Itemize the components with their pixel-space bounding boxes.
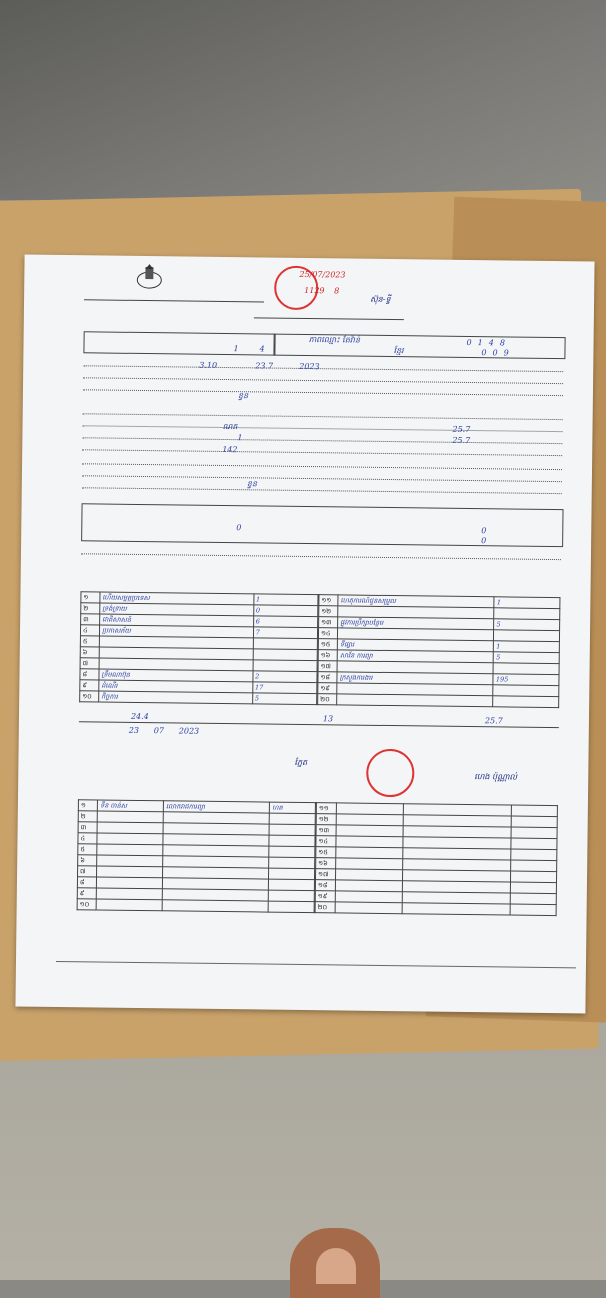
table-cell-val [494,608,560,620]
table-cell-no: ១៣ [319,617,338,628]
table-cell-no: ១៦ [318,650,337,661]
table-cell-name [97,822,163,834]
table-cell-desc: ក្រសួងការងារ [337,672,493,685]
table-cell-sig [269,868,315,880]
table-right [317,594,560,708]
table-cell-val [493,685,559,697]
bottom-rule [56,961,576,968]
table-cell-val: 1 [253,594,317,606]
table-cell-no: ១៧ [318,661,337,672]
table-cell-no: ៨ [80,669,99,680]
table-cell-val [253,638,317,650]
table-cell-no: ១៥ [316,847,336,858]
val-g: ខ្វន [246,479,258,489]
stamp-suffix: 8 [334,286,340,296]
stamp-date: 25/07/2023 [299,269,346,280]
table-cell-no: ១៩ [318,683,337,694]
date-year: 2023 [178,726,200,736]
row-line [83,424,563,435]
table-cell-no: ១១ [319,595,338,606]
row-line [83,377,563,384]
date-day: 23 [128,725,140,735]
table-cell-no: ១៣ [316,825,336,836]
mid-signature: ភ្នែត [294,757,308,768]
table-cell-desc: ទីផ្សារ [337,639,493,652]
table-cell-val: 6 [253,616,317,628]
table-row [315,902,556,916]
table-cell-no: ១៤ [316,836,336,847]
bottom-table-right [315,802,558,916]
table-cell-sig [510,860,556,872]
official-stamp [366,749,415,798]
field1-a: 1 [233,344,239,354]
table-cell-name [97,811,163,823]
table-cell-no: ៦ [78,855,97,866]
table-cell-desc [402,903,510,915]
row-line [83,413,563,420]
table-cell-desc: លោករាជការព្យា [163,801,269,813]
table-cell-no: ៤ [80,625,99,636]
footer-a: 24.4 [130,711,149,722]
zero-c: 0 [481,536,487,546]
table-cell-sig [269,890,315,902]
val-f: ខ្វន [237,391,249,401]
code-digits-a: 0148 [466,337,512,348]
table-cell-no: ១ [81,592,100,603]
table-cell-desc: ដំណើរ [99,680,253,693]
floor-shadow [0,0,606,200]
table-cell-name [335,891,402,903]
table-cell-val: 5 [252,693,316,705]
table-cell-no: ៩ [77,888,96,899]
table-cell-desc: ផ្លូវការប្រឹក្សាបន្ថែម [338,617,494,630]
table-row [80,691,317,705]
val-a: ណត [222,421,238,432]
table-cell-no: ២ [78,811,97,822]
table-cell-no: ៣ [78,822,97,833]
table-cell-no: ៧ [78,866,97,877]
table-cell-sig [269,857,315,869]
table-cell-name [335,880,402,892]
table-cell-val: 5 [494,619,560,631]
bottom-table-left [77,799,316,913]
table-cell-desc: ទ្រង់ទ្រាយ [100,603,254,616]
table-cell-name: ទីន ចាន់ស [98,800,164,812]
table-cell-sig [511,805,557,817]
table-cell-name [96,899,162,911]
table-cell-desc: ជាតិសាសន៍ [100,614,254,627]
table-cell-val [253,660,317,672]
name-field: ភាពឈ្មោះ តែវ៉ាន់ [308,335,361,345]
table-cell-no: ២០ [318,694,337,705]
table-cell-val: 1 [494,641,560,653]
table-cell-no: ៧ [80,658,99,669]
val-e: 142 [222,444,238,455]
table-cell-desc: សាវ័ន ការព្យា [337,650,493,663]
year-field: 2023 [299,361,320,372]
table-cell-name [336,825,403,837]
day-field: 3.10 [199,360,218,370]
table-cell-name [335,836,402,848]
date-month: 07 [153,726,165,736]
val-c: 25.7 [452,424,471,435]
table-cell-name [336,814,403,826]
row-line [82,449,562,456]
table-cell-sig [269,835,315,847]
foot [316,1248,356,1284]
stamp-number: 1129 [304,285,325,296]
table-cell-sig [510,871,556,883]
table-cell-desc: ហេតុការណ៍ជួនសម្រួល [338,595,494,608]
table-cell-no: ១០ [80,691,99,702]
table-cell-val: 7 [253,627,317,639]
table-cell-name [97,877,163,889]
table-cell-val [493,663,559,675]
table-cell-name [97,844,163,856]
section1-box-left [83,331,275,355]
table-cell-desc: កិច្ចការ [99,691,253,704]
table-cell-no: ១៨ [315,880,335,891]
table-cell-sig [510,849,556,861]
table-cell-no: ១០ [77,899,96,910]
table-cell-no: ១២ [319,606,338,617]
row-line [82,475,562,482]
top-signature: ស៊ុន-ទ្វី [370,294,391,305]
table-cell-name [97,855,163,867]
table-cell-no: ៤ [78,833,97,844]
table-cell-val: 0 [253,605,317,617]
table-cell-name [96,888,162,900]
title-rule [254,317,404,320]
header-rule [84,299,264,302]
place-field: ខ្មែរ [393,346,404,356]
table-row [77,899,314,913]
field1-b: 4 [259,344,265,354]
table-cell-sig [269,824,315,836]
table-cell-sig [510,882,556,894]
table-cell-name [335,858,402,870]
table-cell-val: 2 [253,671,317,683]
table-cell-no: ១ [78,800,97,811]
table-cell-no: ១៤ [318,628,337,639]
table-cell-val: 5 [494,652,560,664]
table-cell-sig [269,846,315,858]
table-cell-name [335,869,402,881]
table-cell-desc: ប្រកាសភ័យ [99,625,253,638]
table-cell-desc [337,694,493,707]
row-line [82,437,562,444]
table-cell-sig [510,893,556,905]
row-line [82,487,562,494]
table-cell-sig [269,901,315,913]
table-cell-no: ១៥ [318,639,337,650]
table-cell-val [494,630,560,642]
row-line [81,553,561,560]
table-cell-no: ២ [81,603,100,614]
table-cell-no: ១៩ [315,891,335,902]
table-cell-sig [511,816,557,828]
table-cell-no: ៥ [80,636,99,647]
table-cell-val: 1 [494,597,560,609]
table-cell-sig [511,838,557,850]
table-cell-val: 195 [493,674,559,686]
table-cell-name [97,833,163,845]
table-cell-sig [511,827,557,839]
table-cell-no: ១៨ [318,672,337,683]
table-cell-no: ១២ [316,814,336,825]
table-row [318,694,559,708]
table-cell-name [336,803,403,815]
emblem-icon [134,264,164,290]
section3-box [81,503,563,547]
table-cell-sig [269,879,315,891]
table-cell-no: ៣ [81,614,100,625]
row-line [83,389,563,396]
zero-b: 0 [481,526,487,536]
table-cell-sig [270,813,316,825]
table-left [79,591,318,705]
right-signature: ហេង ប៉ុណ្ណាល់ [474,772,518,782]
table-cell-desc: ទ្រឹមណាប៊ុន [99,669,253,682]
val-d: 25.7 [452,435,471,446]
val-b: 1 [237,433,243,443]
footer-b: 13 [322,714,334,724]
table-cell-val: 17 [252,682,316,694]
table-cell-no: ១១ [316,803,336,814]
table-cell-no: ៦ [80,647,99,658]
table-cell-name [335,902,402,914]
form-document [15,255,594,1014]
table-cell-sig: ហត [270,802,316,814]
row-line [83,365,563,372]
table-cell-desc: ហើយសម្ពត្តប្រទេស [100,592,254,605]
code-digits-b: 009 [481,348,515,358]
row-line [82,463,562,470]
table-cell-name [97,866,163,878]
table-cell-no: ២០ [315,902,335,913]
table-cell-name [335,847,402,859]
month-field: 23.7 [255,361,274,371]
table-cell-sig [510,904,556,916]
zero-a: 0 [236,523,242,533]
table-cell-desc [162,900,268,912]
table-cell-no: ១៧ [315,869,335,880]
table-cell-no: ៨ [77,877,96,888]
table-cell-val [493,696,559,708]
table-cell-no: ៩ [80,680,99,691]
table-cell-no: ៥ [78,844,97,855]
footer-c: 25.7 [484,716,503,726]
table-cell-no: ១៦ [316,858,336,869]
table-cell-val [253,649,317,661]
